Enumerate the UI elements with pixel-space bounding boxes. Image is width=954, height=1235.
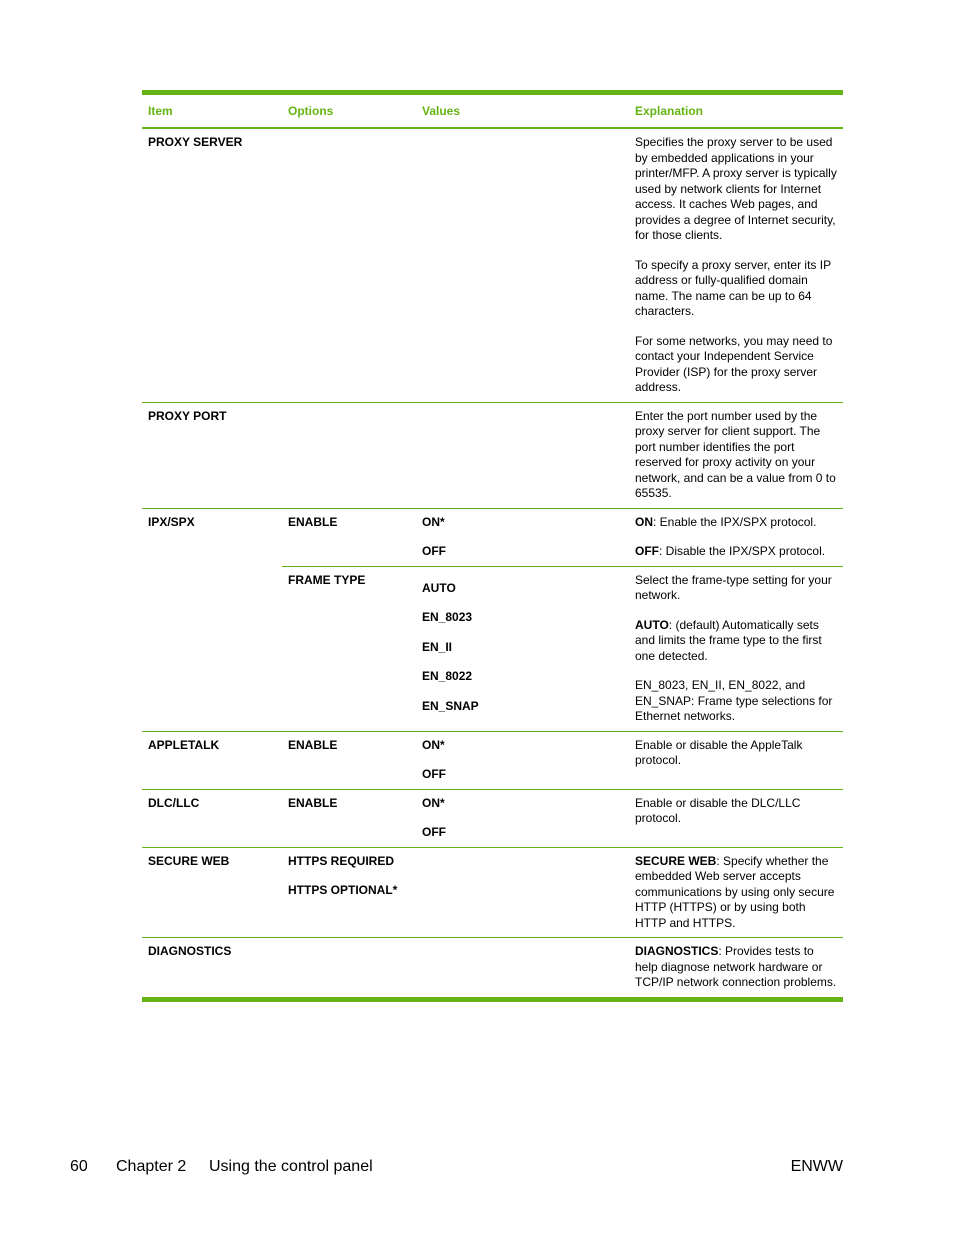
row-dlc-llc (142, 789, 843, 847)
option-enable: ENABLE (282, 508, 416, 566)
row-appletalk (142, 731, 843, 789)
item-appletalk: APPLETALK (142, 731, 282, 789)
header-item: Item (142, 93, 282, 129)
page-number: 60 (70, 1158, 88, 1175)
row-proxy-server (142, 128, 843, 402)
expl-text: : Provides tests to help diagnose network hardware or TCP/IP network connection problems. (635, 944, 837, 989)
expl-paragraph: Specifies the proxy server to be used by embedded applications in your printer/MFP. A proxy server is typically used by network clients for Internet access. It caches Web pages, and provides a degree of Internet security, for those clients. (635, 135, 837, 242)
expl-paragraph: For some networks, you may need to contact your Independent Service Provider (ISP) for the proxy server address. (635, 333, 833, 394)
expl-appletalk: Enable or disable the AppleTalk protocol. (629, 731, 843, 789)
option-https-required: HTTPS REQUIRED (288, 853, 395, 868)
row-secure-web (142, 847, 843, 938)
section-title: Using the control panel (209, 1158, 373, 1175)
expl-secure-web (629, 847, 843, 938)
item-diagnostics: DIAGNOSTICS (142, 938, 282, 1000)
value-en-ii: EN_II (422, 639, 453, 654)
value-off: OFF (422, 825, 446, 839)
page-footer (70, 1158, 843, 1180)
expl-text: : Specify whether the embedded Web server accepts communications by using only secure HTTP (HTTPS) or by using both HTTP and HTTPS. (635, 853, 835, 930)
expl-on (635, 515, 839, 531)
value-on: ON* (422, 514, 445, 529)
expl-lead: DIAGNOSTICS (635, 944, 719, 958)
value-en-8022: EN_8022 (422, 669, 473, 683)
settings-table-container (142, 90, 843, 1002)
expl-lead: ON (635, 514, 653, 529)
value-auto: AUTO (422, 580, 456, 595)
expl-proxy-server (629, 128, 843, 402)
row-proxy-port (142, 402, 843, 508)
header-explanation: Explanation (629, 93, 843, 129)
item-proxy-port: PROXY PORT (142, 402, 282, 508)
row-ipx-spx-enable (142, 508, 843, 566)
chapter-label: Chapter 2 (116, 1158, 187, 1175)
header-options: Options (282, 93, 416, 129)
expl-paragraph: To specify a proxy server, enter its IP address or fully-qualified domain name. The name can be up to 64 characters. (635, 257, 831, 318)
value-en-snap: EN_SNAP (422, 698, 479, 713)
expl-off (635, 544, 839, 560)
item-proxy-server: PROXY SERVER (148, 135, 243, 149)
expl-text: : Disable the IPX/SPX protocol. (659, 544, 826, 558)
item-secure-web: SECURE WEB (142, 847, 282, 938)
row-diagnostics (142, 938, 843, 1000)
option-enable: ENABLE (282, 731, 416, 789)
option-https-optional: HTTPS OPTIONAL* (288, 883, 398, 897)
item-dlc-llc: DLC/LLC (142, 789, 282, 847)
expl-proxy-port: Enter the port number used by the proxy server for client support. The port number identifies the port reserved for proxy activity on your network, and can be a value from 0 to 65535. (629, 402, 843, 508)
expl-paragraph: EN_8023, EN_II, EN_8022, and EN_SNAP: Frame type selections for Ethernet networks. (635, 678, 833, 723)
expl-paragraph (635, 618, 839, 665)
header-values: Values (416, 93, 629, 129)
value-en-8023: EN_8023 (422, 610, 473, 624)
expl-paragraph: Select the frame-type setting for your network. (635, 572, 832, 602)
expl-lead: OFF (635, 544, 659, 558)
expl-diagnostics (629, 938, 843, 1000)
option-frame-type: FRAME TYPE (282, 566, 416, 731)
footer-brand: ENWW (790, 1158, 843, 1175)
expl-dlc-llc: Enable or disable the DLC/LLC protocol. (629, 789, 843, 847)
option-enable: ENABLE (282, 789, 416, 847)
value-on: ON* (422, 795, 445, 810)
expl-text: : (default) Automatically sets and limits the frame type to the first one detected. (635, 617, 822, 663)
value-off: OFF (422, 767, 446, 781)
value-on: ON* (422, 737, 445, 752)
expl-lead: AUTO (635, 617, 669, 632)
expl-text: : Enable the IPX/SPX protocol. (653, 514, 817, 529)
settings-table (142, 90, 843, 1002)
item-ipx-spx: IPX/SPX (142, 508, 282, 731)
expl-lead: SECURE WEB (635, 853, 717, 868)
value-off: OFF (422, 544, 446, 558)
table-header-row (142, 93, 843, 129)
